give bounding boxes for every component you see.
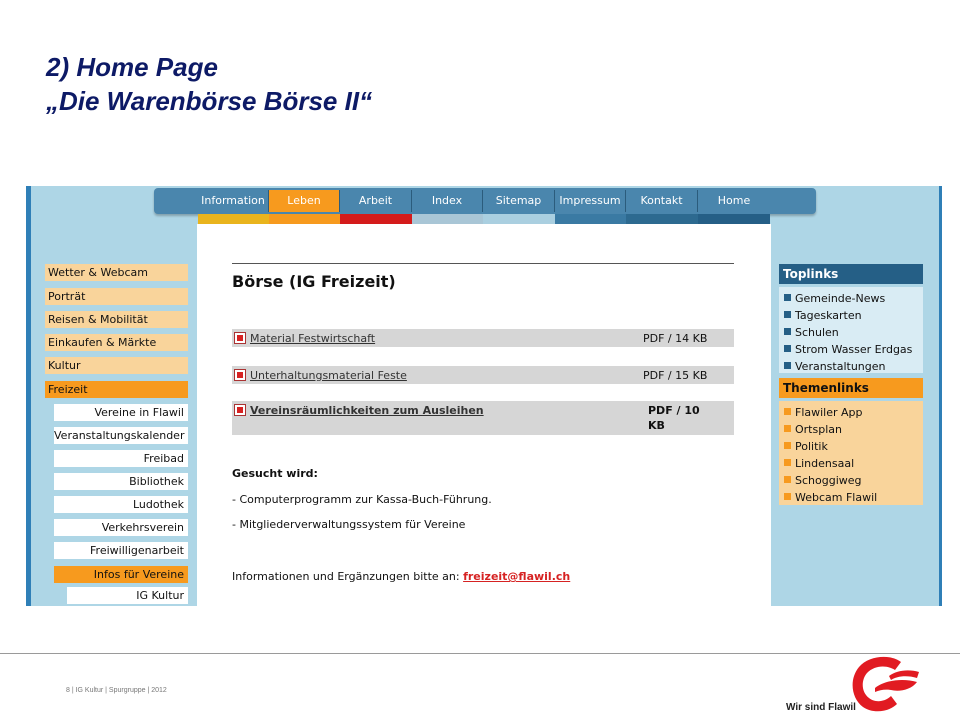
themenlink-label: Ortsplan (795, 423, 842, 436)
flawil-logo (845, 654, 923, 716)
toplink-item[interactable] (784, 307, 923, 324)
nav-information[interactable]: Information (198, 190, 269, 212)
frame-right-edge (939, 186, 942, 606)
nav-color-bar-kontakt (626, 214, 698, 224)
sidebar-subitem-veranstaltungskalender[interactable]: Veranstaltungskalender (54, 427, 188, 444)
themenlink-item[interactable] (784, 438, 923, 455)
toplink-label: Gemeinde-News (795, 292, 886, 305)
toplink-item[interactable] (784, 341, 923, 358)
nav-color-bar-index (412, 214, 483, 224)
themenlinks-header: Themenlinks (779, 378, 923, 398)
nav-sitemap[interactable]: Sitemap (483, 190, 555, 212)
wanted-label: Gesucht wird: (232, 467, 318, 480)
slide-title-line-1: 2) Home Page (46, 52, 218, 82)
square-bullet-icon (784, 345, 791, 352)
website-screenshot (26, 186, 942, 606)
email-link[interactable]: freizeit@flawil.ch (463, 570, 571, 583)
themenlink-label: Lindensaal (795, 457, 855, 470)
page-heading: Börse (IG Freizeit) (232, 272, 396, 291)
sidebar-item-freizeit[interactable]: Freizeit (45, 381, 188, 398)
nav-color-bar-arbeit (340, 214, 412, 224)
toplink-label: Schulen (795, 326, 839, 339)
themenlink-label: Flawiler App (795, 406, 863, 419)
square-bullet-icon (784, 476, 791, 483)
nav-arbeit[interactable]: Arbeit (340, 190, 412, 212)
square-bullet-icon (784, 459, 791, 466)
toplink-label: Tageskarten (795, 309, 862, 322)
slide-title-line-2: „Die Warenbörse Börse II“ (46, 86, 373, 116)
square-bullet-icon (784, 442, 791, 449)
footer-divider (0, 653, 960, 654)
slide-title (46, 50, 372, 118)
sidebar-item-wetter[interactable]: Wetter & Webcam (45, 264, 188, 281)
nav-color-bar-impressum (555, 214, 626, 224)
download-link-unterhaltungsmaterial[interactable]: Unterhaltungsmaterial Feste (250, 369, 407, 382)
themenlinks-list (779, 401, 923, 505)
square-bullet-icon (784, 362, 791, 369)
themenlink-item[interactable] (784, 489, 923, 506)
themenlink-item[interactable] (784, 421, 923, 438)
pdf-icon (234, 369, 246, 381)
sidebar-subitem-freiwilligenarbeit[interactable]: Freiwilligenarbeit (54, 542, 188, 559)
themenlink-label: Politik (795, 440, 828, 453)
logo-text: Wir sind Flawil (786, 702, 856, 713)
square-bullet-icon (784, 408, 791, 415)
sidebar-item-kultur[interactable]: Kultur (45, 357, 188, 374)
wanted-item: - Computerprogramm zur Kassa-Buch-Führung. (232, 493, 492, 506)
toplink-item[interactable] (784, 358, 923, 375)
square-bullet-icon (784, 425, 791, 432)
nav-color-bar-home (698, 214, 770, 224)
download-size: PDF / 14 KB (643, 332, 708, 345)
footer-text: 8 | IG Kultur | Spurgruppe | 2012 (66, 687, 167, 694)
main-nav (154, 188, 816, 214)
themenlink-label: Schoggiweg (795, 474, 862, 487)
nav-leben[interactable]: Leben (269, 190, 340, 212)
sidebar-item-reisen[interactable]: Reisen & Mobilität (45, 311, 188, 328)
sidebar-subitem-infos-fuer-vereine[interactable]: Infos für Vereine (54, 566, 188, 583)
pdf-icon (234, 404, 246, 416)
themenlink-item[interactable] (784, 472, 923, 489)
nav-impressum[interactable]: Impressum (555, 190, 626, 212)
sidebar-subitem-vereine[interactable]: Vereine in Flawil (54, 404, 188, 421)
frame-left-edge (26, 186, 31, 606)
sidebar-subitem-verkehrsverein[interactable]: Verkehrsverein (54, 519, 188, 536)
download-size-unit: KB (648, 419, 665, 432)
download-row (232, 329, 734, 347)
nav-home[interactable]: Home (717, 194, 751, 207)
download-link-vereinsraeumlichkeiten[interactable]: Vereinsräumlichkeiten zum Ausleihen (250, 404, 484, 417)
nav-color-bar-leben (269, 214, 340, 224)
nav-color-bar-sitemap (483, 214, 555, 224)
toplinks-header: Toplinks (779, 264, 923, 284)
square-bullet-icon (784, 294, 791, 301)
square-bullet-icon (784, 328, 791, 335)
nav-index[interactable]: Index (412, 190, 483, 212)
sidebar-item-einkaufen[interactable]: Einkaufen & Märkte (45, 334, 188, 351)
heading-rule (232, 263, 734, 264)
toplink-label: Veranstaltungen (795, 360, 886, 373)
download-size: PDF / 15 KB (643, 369, 708, 382)
info-text: Informationen und Ergänzungen bitte an: (232, 570, 460, 583)
download-link-festwirtschaft[interactable]: Material Festwirtschaft (250, 332, 376, 345)
themenlink-label: Webcam Flawil (795, 491, 878, 504)
sidebar-subitem-bibliothek[interactable]: Bibliothek (54, 473, 188, 490)
sidebar-item-portraet[interactable]: Porträt (45, 288, 188, 305)
pdf-icon (234, 332, 246, 344)
sidebar-subitem-freibad[interactable]: Freibad (54, 450, 188, 467)
nav-kontakt[interactable]: Kontakt (626, 190, 698, 212)
themenlink-item[interactable] (784, 404, 923, 421)
square-bullet-icon (784, 493, 791, 500)
main-content (197, 224, 771, 606)
themenlink-item[interactable] (784, 455, 923, 472)
download-row (232, 401, 734, 435)
square-bullet-icon (784, 311, 791, 318)
nav-color-bar-information (198, 214, 269, 224)
download-size: PDF / 10 (648, 404, 700, 417)
toplink-item[interactable] (784, 290, 923, 307)
sidebar-subsubitem-ig-kultur[interactable]: IG Kultur (67, 587, 188, 604)
toplink-label: Strom Wasser Erdgas (795, 343, 913, 356)
toplinks-list (779, 287, 923, 373)
download-row (232, 366, 734, 384)
sidebar-subitem-ludothek[interactable]: Ludothek (54, 496, 188, 513)
wanted-item: - Mitgliederverwaltungssystem für Vereine (232, 518, 466, 531)
toplink-item[interactable] (784, 324, 923, 341)
info-line (232, 570, 570, 583)
